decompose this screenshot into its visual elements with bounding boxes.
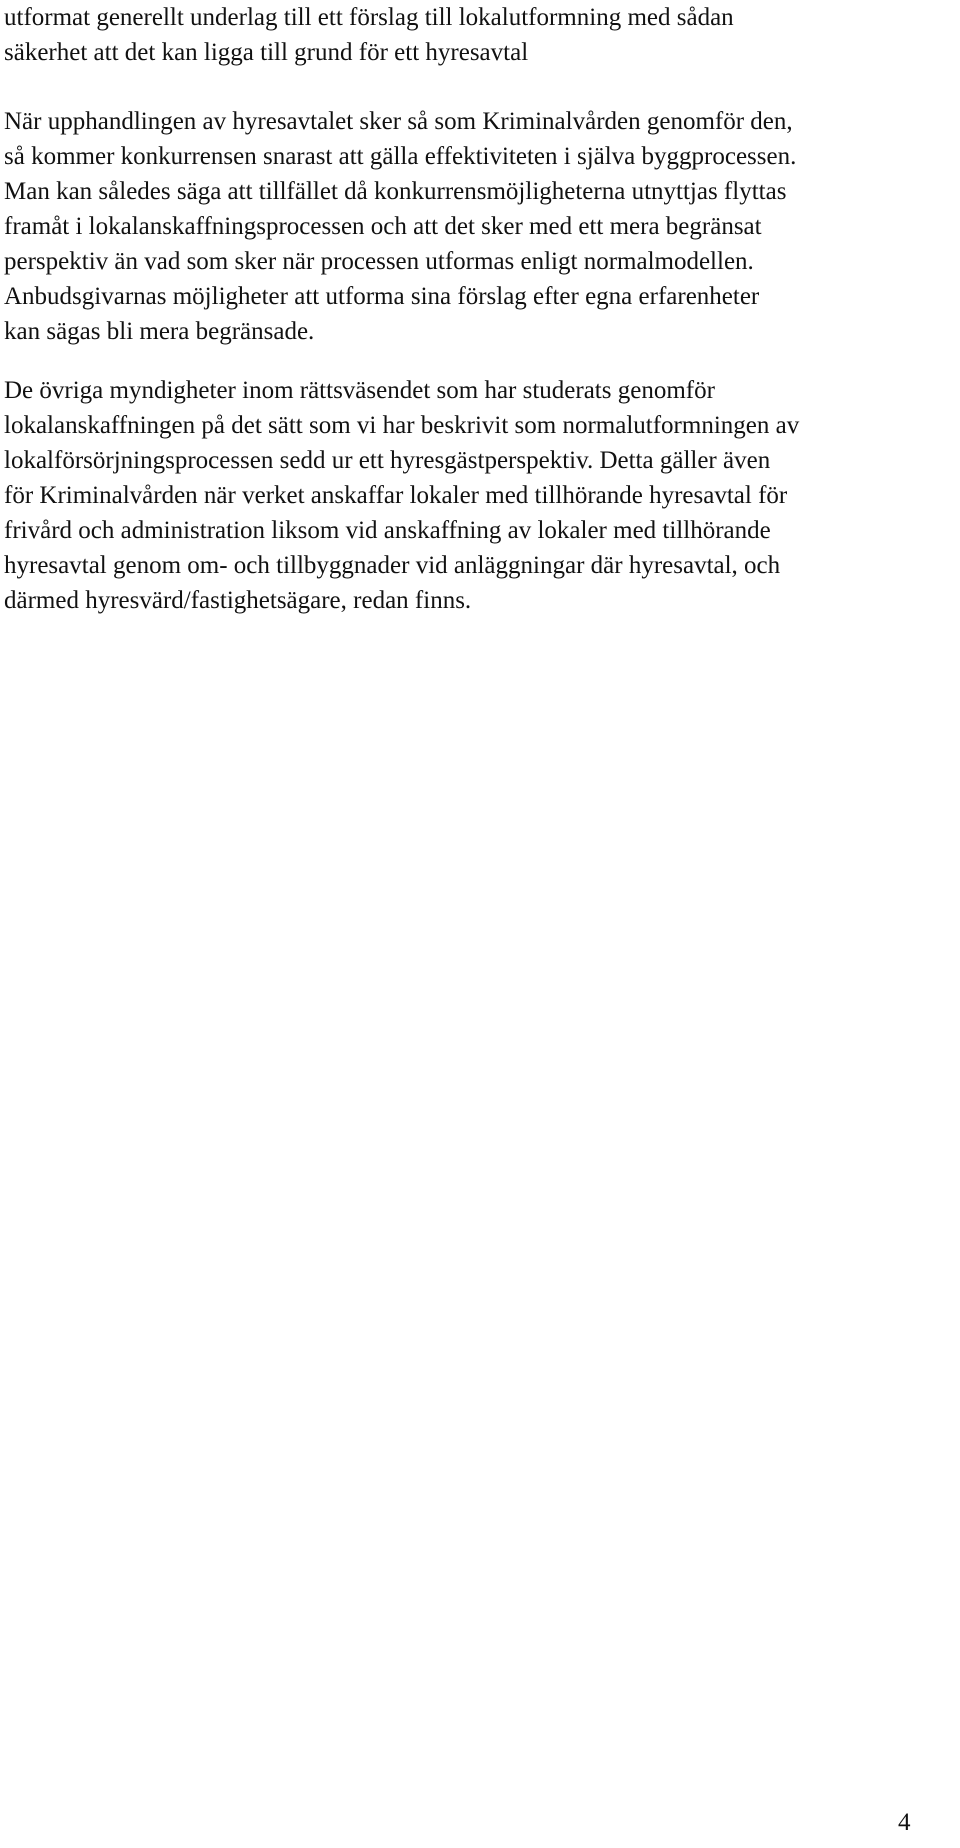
- paragraph-line: De övriga myndigheter inom rättsväsendet som har studerats genomför: [4, 377, 715, 404]
- paragraph-line: för Kriminalvården när verket anskaffar lokaler med tillhörande hyresavtal för: [4, 482, 788, 509]
- paragraph-line: Man kan således säga att tillfället då konkurrensmöjligheterna utnyttjas flyttas: [4, 178, 787, 205]
- paragraph-line: När upphandlingen av hyresavtalet sker så som Kriminalvården genomför den,: [4, 108, 793, 135]
- paragraph-line: frivård och administration liksom vid anskaffning av lokaler med tillhörande: [4, 517, 771, 544]
- paragraph-2: [4, 104, 944, 349]
- paragraph-line: så kommer konkurrensen snarast att gälla effektiviteten i själva byggprocessen.: [4, 143, 797, 170]
- paragraph-line: säkerhet att det kan ligga till grund för ett hyresavtal: [4, 39, 529, 66]
- paragraph-line: lokalanskaffningen på det sätt som vi har beskrivit som normalutformningen av: [4, 412, 800, 439]
- paragraph-line: lokalförsörjningsprocessen sedd ur ett hyresgästperspektiv. Detta gäller även: [4, 447, 771, 474]
- paragraph-line: därmed hyresvärd/fastighetsägare, redan finns.: [4, 587, 472, 614]
- paragraph-3: [4, 373, 944, 618]
- paragraph-line: perspektiv än vad som sker när processen utformas enligt normalmodellen.: [4, 248, 754, 275]
- paragraph-line: Anbudsgivarnas möjligheter att utforma sina förslag efter egna erfarenheter: [4, 283, 760, 310]
- page-number: 4: [898, 1809, 911, 1836]
- paragraph-line: hyresavtal genom om- och tillbyggnader vid anläggningar där hyresavtal, och: [4, 552, 781, 579]
- paragraph-line: kan sägas bli mera begränsade.: [4, 318, 315, 345]
- paragraph-1: [4, 0, 944, 70]
- paragraph-line: utformat generellt underlag till ett förslag till lokalutformning med sådan: [4, 4, 734, 31]
- paragraph-line: framåt i lokalanskaffningsprocessen och att det sker med ett mera begränsat: [4, 213, 762, 240]
